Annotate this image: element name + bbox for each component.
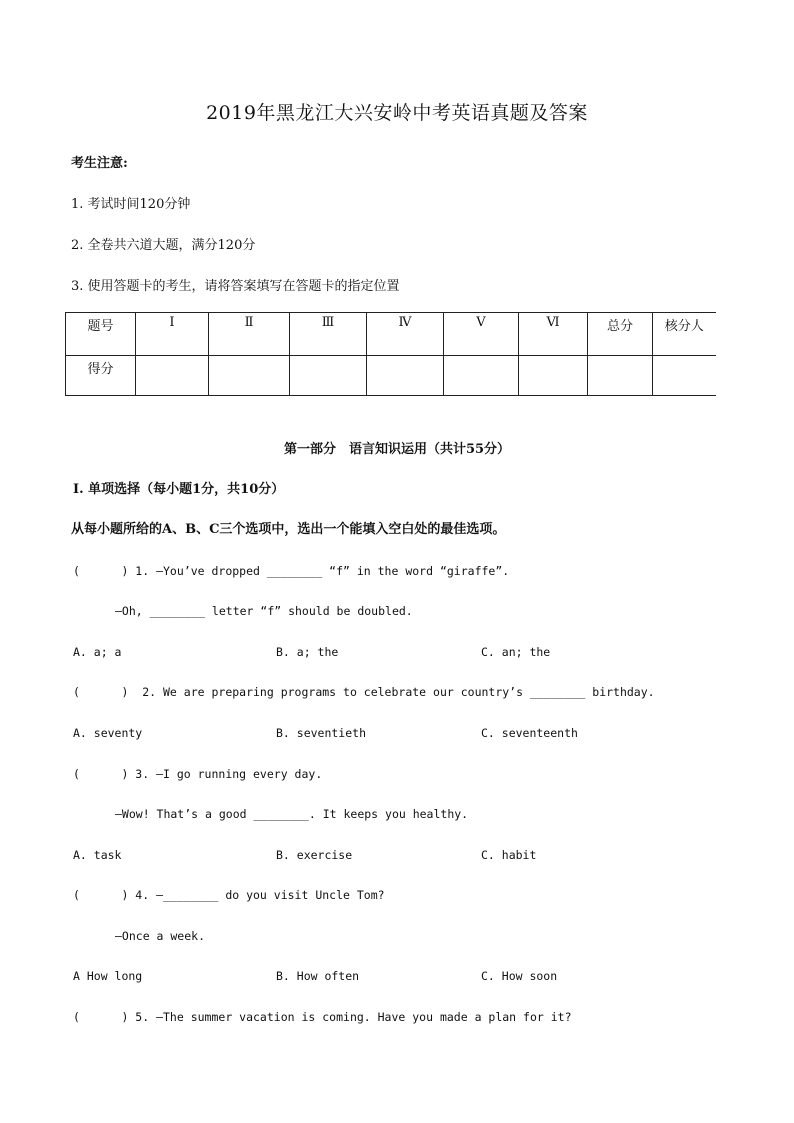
header-cell: 核分人	[653, 313, 716, 356]
score-cell	[290, 356, 367, 396]
notice-item: 3. 使用答题卡的考生，请将答案填写在答题卡的指定位置	[71, 279, 400, 294]
notice-heading: 考生注意:	[71, 156, 128, 171]
score-table	[65, 312, 716, 396]
score-table-score-row	[66, 356, 716, 396]
option-c: C. an; the	[481, 645, 551, 659]
question-stem: ( ) 1. —You’ve dropped ________ “f” in the word “giraffe”.	[73, 564, 510, 578]
score-cell	[519, 356, 588, 396]
option-c: C. How soon	[481, 969, 558, 983]
header-cell: Ⅱ	[209, 313, 290, 356]
header-cell: Ⅴ	[444, 313, 519, 356]
option-b: B. exercise	[276, 848, 353, 862]
row-label: 得分	[66, 356, 136, 396]
header-cell: 题号	[66, 313, 136, 356]
part-instruction: 从每小题所给的A、B、C三个选项中，选出一个能填入空白处的最佳选项。	[71, 522, 506, 537]
notice-item: 1. 考试时间120分钟	[71, 197, 191, 212]
page-title: 2019年黑龙江大兴安岭中考英语真题及答案	[206, 102, 588, 124]
option-b: B. seventieth	[276, 726, 367, 740]
part-heading: Ⅰ. 单项选择（每小题1分，共10分）	[73, 482, 285, 497]
question-stem: ( ) 5. —The summer vacation is coming. Have you made a plan for it?	[73, 1010, 572, 1024]
score-cell	[367, 356, 444, 396]
score-cell	[653, 356, 716, 396]
question-stem: ( ) 3. —I go running every day.	[73, 767, 323, 781]
option-c: C. habit	[481, 848, 537, 862]
score-cell	[588, 356, 653, 396]
option-a: A How long	[73, 969, 143, 983]
header-cell: Ⅳ	[367, 313, 444, 356]
score-table-header-row	[66, 313, 716, 356]
notice-item: 2. 全卷共六道大题，满分120分	[71, 238, 256, 253]
header-cell: Ⅵ	[519, 313, 588, 356]
option-b: B. How often	[276, 969, 360, 983]
question-stem-reply: —Once a week.	[115, 929, 206, 943]
question-stem: ( ) 4. —________ do you visit Uncle Tom?	[73, 888, 385, 902]
header-cell: Ⅲ	[290, 313, 367, 356]
option-a: A. a; a	[73, 645, 122, 659]
option-a: A. task	[73, 848, 122, 862]
option-c: C. seventeenth	[481, 726, 578, 740]
header-cell: Ⅰ	[136, 313, 209, 356]
option-b: B. a; the	[276, 645, 339, 659]
score-cell	[136, 356, 209, 396]
question-stem-reply: —Oh, ________ letter “f” should be doubled.	[115, 604, 413, 618]
score-cell	[444, 356, 519, 396]
score-cell	[209, 356, 290, 396]
question-stem-reply: —Wow! That’s a good ________. It keeps you healthy.	[115, 807, 469, 821]
question-stem: ( ) 2. We are preparing programs to celebrate our country’s ________ birthday.	[73, 685, 655, 699]
section-title: 第一部分 语言知识运用（共计55分）	[283, 442, 511, 457]
option-a: A. seventy	[73, 726, 143, 740]
header-cell: 总分	[588, 313, 653, 356]
